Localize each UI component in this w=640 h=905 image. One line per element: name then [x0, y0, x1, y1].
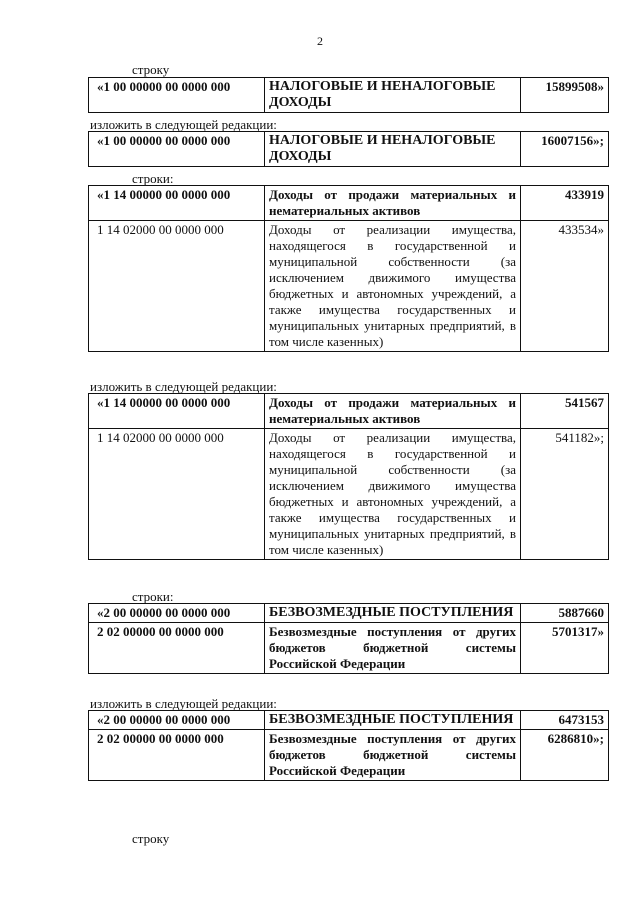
amount-cell: 16007156»; [521, 132, 609, 167]
table-taxes-old [88, 77, 609, 113]
code-cell: 2 02 00000 00 0000 000 [89, 623, 265, 674]
name-cell: Доходы от реализации имущества, находящегося в государственной и муниципальной собственности (за исключением движимого имущества бюджетных и автономных учреждений, а также имущества государственных и муниципальных унитарных предприятий, в том числе казенных) [265, 429, 521, 560]
label-izlozhit: изложить в следующей редакции: [90, 117, 277, 132]
table-row [89, 623, 609, 674]
code-cell: 1 14 02000 00 0000 000 [89, 429, 265, 560]
code-cell: 1 14 02000 00 0000 000 [89, 221, 265, 352]
table-transfers-old [88, 603, 609, 674]
code-cell: 2 02 00000 00 0000 000 [89, 730, 265, 781]
name-cell: БЕЗВОЗМЕЗДНЫЕ ПОСТУПЛЕНИЯ [265, 604, 521, 623]
name-cell: НАЛОГОВЫЕ И НЕНАЛОГОВЫЕ ДОХОДЫ [265, 132, 521, 167]
table-transfers-new [88, 710, 609, 781]
amount-cell: 541567 [521, 394, 609, 429]
table-asset-sales-old [88, 185, 609, 352]
amount-cell: 433534» [521, 221, 609, 352]
table-row [89, 132, 609, 167]
label-izlozhit: изложить в следующей редакции: [90, 696, 277, 711]
name-cell: НАЛОГОВЫЕ И НЕНАЛОГОВЫЕ ДОХОДЫ [265, 78, 521, 113]
table-row [89, 711, 609, 730]
name-cell: БЕЗВОЗМЕЗДНЫЕ ПОСТУПЛЕНИЯ [265, 711, 521, 730]
name-cell: Доходы от продажи материальных и нематериальных активов [265, 394, 521, 429]
table-row [89, 186, 609, 221]
amount-cell: 541182»; [521, 429, 609, 560]
table-row [89, 221, 609, 352]
code-cell: «1 14 00000 00 0000 000 [89, 394, 265, 429]
code-cell: «2 00 00000 00 0000 000 [89, 604, 265, 623]
label-stroku: строку [132, 62, 170, 77]
amount-cell: 15899508» [521, 78, 609, 113]
page-number: 2 [317, 34, 323, 48]
label-stroki: строки: [132, 171, 174, 186]
table-row [89, 604, 609, 623]
label-stroki: строки: [132, 589, 174, 604]
table-taxes-new [88, 131, 609, 167]
label-izlozhit: изложить в следующей редакции: [90, 379, 277, 394]
amount-cell: 433919 [521, 186, 609, 221]
name-cell: Безвозмездные поступления от других бюджетов бюджетной системы Российской Федерации [265, 730, 521, 781]
name-cell: Безвозмездные поступления от других бюджетов бюджетной системы Российской Федерации [265, 623, 521, 674]
code-cell: «2 00 00000 00 0000 000 [89, 711, 265, 730]
table-row [89, 394, 609, 429]
name-cell: Доходы от продажи материальных и нематериальных активов [265, 186, 521, 221]
table-row [89, 78, 609, 113]
table-row [89, 730, 609, 781]
table-asset-sales-new [88, 393, 609, 560]
amount-cell: 5887660 [521, 604, 609, 623]
amount-cell: 6286810»; [521, 730, 609, 781]
label-stroku: строку [132, 831, 170, 846]
amount-cell: 5701317» [521, 623, 609, 674]
table-row [89, 429, 609, 560]
code-cell: «1 00 00000 00 0000 000 [89, 132, 265, 167]
code-cell: «1 00 00000 00 0000 000 [89, 78, 265, 113]
amount-cell: 6473153 [521, 711, 609, 730]
code-cell: «1 14 00000 00 0000 000 [89, 186, 265, 221]
name-cell: Доходы от реализации имущества, находящегося в государственной и муниципальной собственности (за исключением движимого имущества бюджетных и автономных учреждений, а также имущества государственных и муниципальных унитарных предприятий, в том числе казенных) [265, 221, 521, 352]
